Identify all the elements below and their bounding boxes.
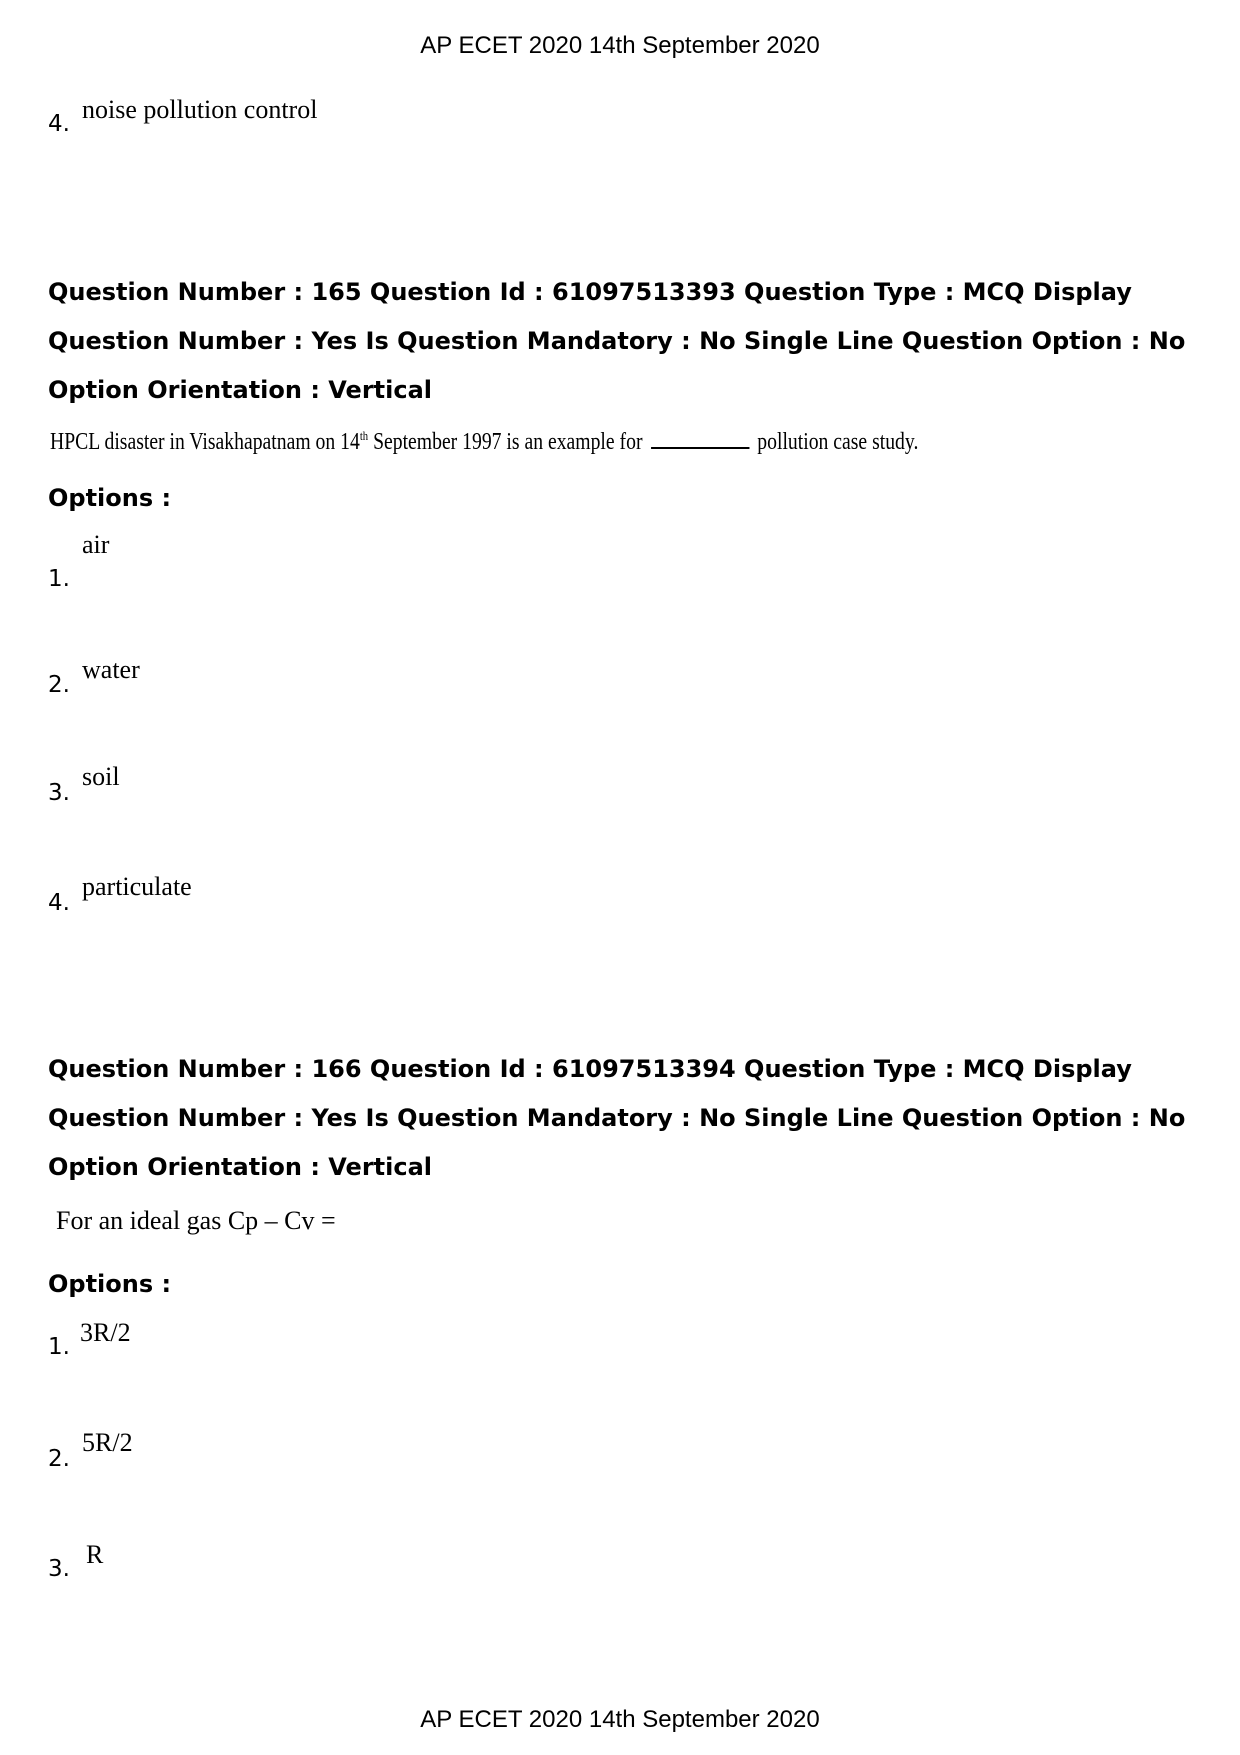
option-number: 4. [48,111,70,137]
option-text: water [82,655,140,684]
option-number: 4. [48,890,70,916]
option-number: 2. [48,1446,70,1472]
answer-blank [651,447,749,449]
option-number: 1. [48,566,70,592]
option-number: 3. [48,1556,70,1582]
option-number: 1. [48,1334,70,1360]
option-text: 3R/2 [80,1318,131,1347]
options-label: Options : [48,1270,172,1298]
question-165-text-sup: th [359,428,369,443]
question-165-text-part1: HPCL disaster in Visakhapatnam on 14 [50,429,360,455]
option-text: particulate [82,872,192,901]
option-number: 3. [48,780,70,806]
question-165-text-part3: pollution case study. [752,429,919,455]
page-header: AP ECET 2020 14th September 2020 [420,32,820,59]
option-text: soil [82,762,120,791]
question-165-meta: Question Number : 165 Question Id : 61097513393 Question Type : MCQ Display Question Number : Yes Is Question Mandatory : No Single Line Question Option : No Option Orientation : Vertical [48,278,1186,404]
page-footer: AP ECET 2020 14th September 2020 [420,1706,820,1733]
option-number: 2. [48,672,70,698]
question-165-text [50,428,918,456]
option-text: air [82,530,110,559]
question-166-meta: Question Number : 166 Question Id : 61097513394 Question Type : MCQ Display Question Number : Yes Is Question Mandatory : No Single Line Question Option : No Option Orientation : Vertical [48,1055,1186,1181]
question-166-text: For an ideal gas Cp – Cv = [56,1206,336,1235]
options-label: Options : [48,484,172,512]
option-text: R [86,1540,104,1569]
option-text: noise pollution control [82,95,318,124]
option-text: 5R/2 [82,1428,133,1457]
question-165-text-part2: September 1997 is an example for [368,429,648,455]
